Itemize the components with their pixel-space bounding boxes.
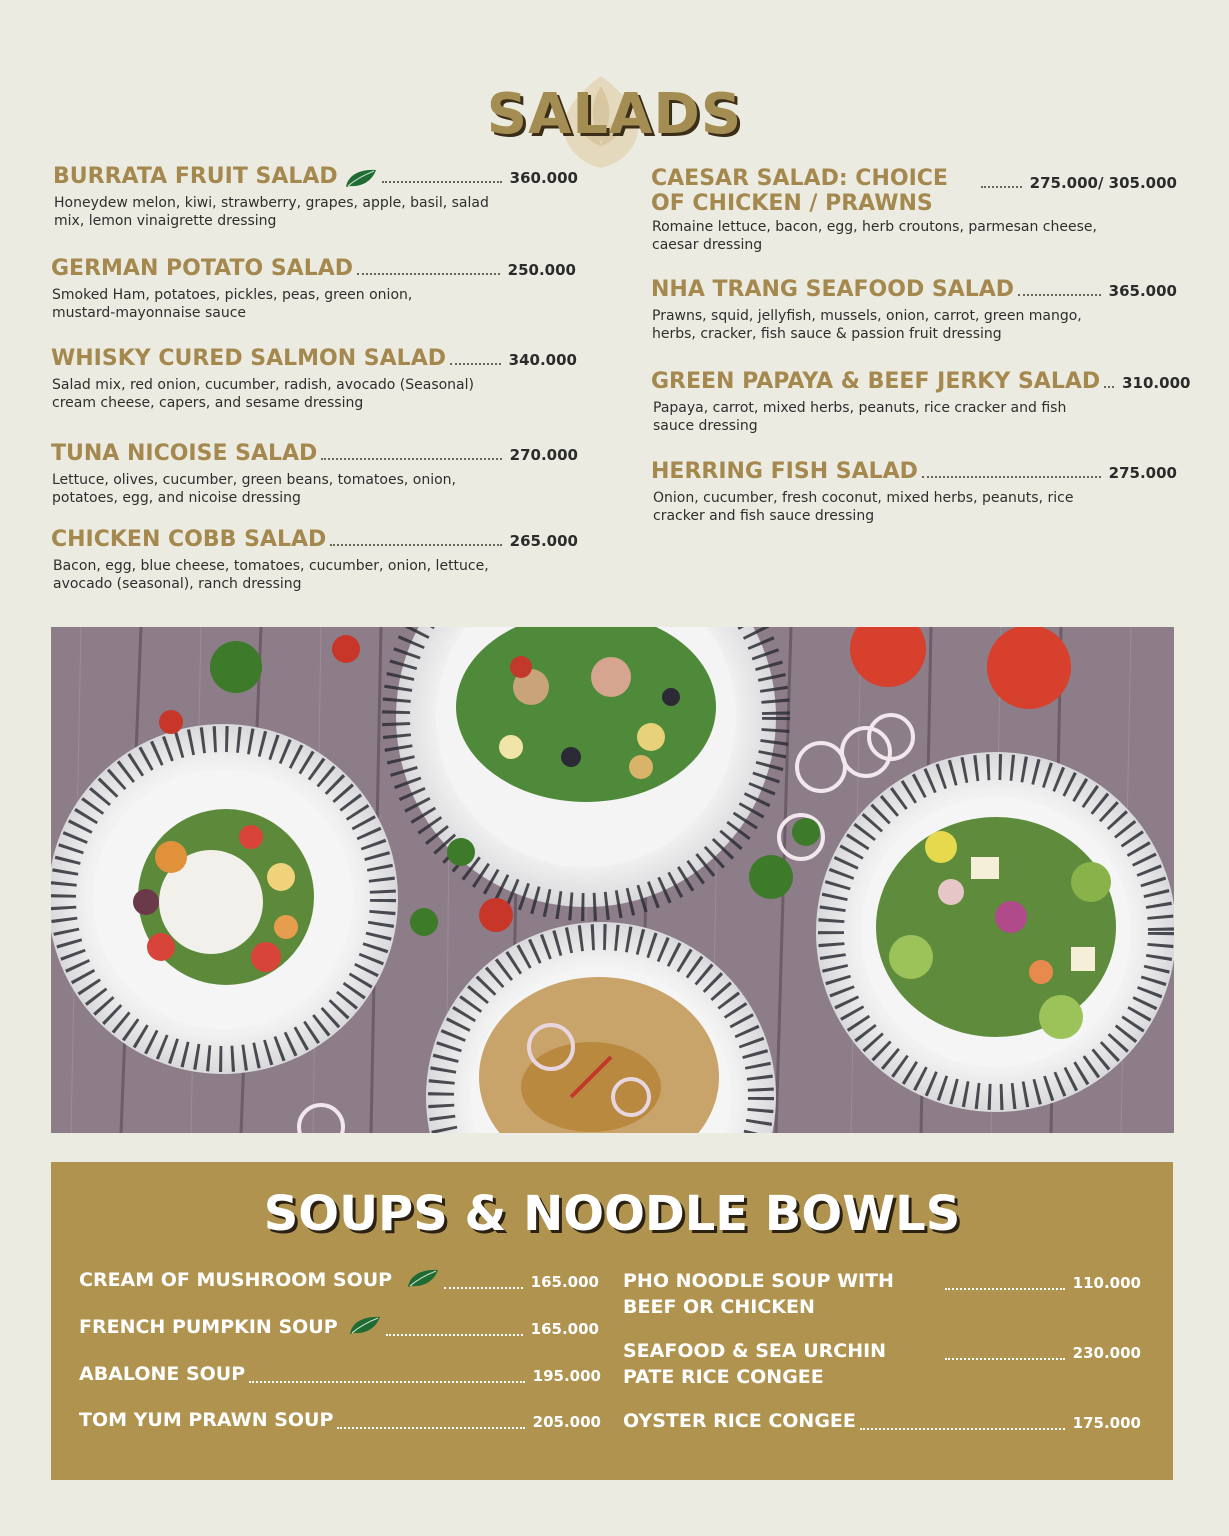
soup-item xyxy=(623,1268,1141,1320)
salad-item xyxy=(51,256,576,322)
soup-item xyxy=(79,1361,601,1391)
salad-name: NHA TRANG SEAFOOD SALAD xyxy=(651,277,1015,302)
salad-item xyxy=(651,166,1177,254)
leader-dots xyxy=(1018,294,1101,296)
leader-dots xyxy=(450,363,501,365)
salad-item xyxy=(651,277,1177,343)
salad-price: 340.000 xyxy=(508,351,577,369)
soup-name: PHO NOODLE SOUP WITH BEEF OR CHICKEN xyxy=(623,1270,894,1318)
salad-name: BURRATA FRUIT SALAD xyxy=(53,164,338,189)
soup-price: 165.000 xyxy=(530,1273,599,1291)
salad-name: GREEN PAPAYA & BEEF JERKY SALAD xyxy=(651,369,1101,394)
salad-description: Lettuce, olives, cucumber, green beans, tomatoes, onion, potatoes, egg, and nicoise dressing xyxy=(52,472,456,506)
soup-name: CREAM OF MUSHROOM SOUP xyxy=(79,1269,393,1291)
salad-price: 275.000/ 305.000 xyxy=(1029,174,1177,192)
soups-panel xyxy=(51,1162,1173,1480)
salad-name: CHICKEN COBB SALAD xyxy=(51,527,327,552)
salad-description: Papaya, carrot, mixed herbs, peanuts, rice cracker and fish sauce dressing xyxy=(653,400,1067,434)
leader-dots xyxy=(357,273,500,275)
leader-dots xyxy=(382,181,502,183)
leader-dots xyxy=(922,476,1101,478)
soup-name: OYSTER RICE CONGEE xyxy=(623,1410,856,1432)
leader-dots xyxy=(945,1338,1065,1360)
salad-item xyxy=(53,164,578,230)
soup-price: 230.000 xyxy=(1072,1344,1141,1362)
salads-photo xyxy=(51,627,1174,1133)
leader-dots xyxy=(981,186,1022,188)
soup-price: 175.000 xyxy=(1072,1414,1141,1432)
leader-dots xyxy=(860,1408,1065,1430)
salad-price: 265.000 xyxy=(509,532,578,550)
soup-name: FRENCH PUMPKIN SOUP xyxy=(79,1316,338,1338)
soup-name: ABALONE SOUP xyxy=(79,1363,246,1385)
salad-description: Salad mix, red onion, cucumber, radish, avocado (Seasonal) cream cheese, capers, and sesame dressing xyxy=(52,377,474,411)
leader-dots xyxy=(337,1407,524,1429)
salads-title: SALADS xyxy=(486,82,743,147)
salad-description: Bacon, egg, blue cheese, tomatoes, cucumber, onion, lettuce, avocado (seasonal), ranch dressing xyxy=(53,558,489,592)
salad-description: Smoked Ham, potatoes, pickles, peas, green onion, mustard-mayonnaise sauce xyxy=(52,287,413,321)
salad-name: GERMAN POTATO SALAD xyxy=(51,256,354,281)
salad-name: WHISKY CURED SALMON SALAD xyxy=(51,346,446,371)
salad-item xyxy=(651,459,1177,525)
salad-item xyxy=(51,441,578,507)
salad-price: 360.000 xyxy=(509,169,578,187)
salad-name: TUNA NICOISE SALAD xyxy=(51,441,318,466)
soup-price: 110.000 xyxy=(1072,1274,1141,1292)
leader-dots xyxy=(1104,386,1114,388)
soup-name: SEAFOOD & SEA URCHIN PATE RICE CONGEE xyxy=(623,1340,887,1388)
salad-item xyxy=(51,346,577,412)
leader-dots xyxy=(249,1361,525,1383)
salad-name: HERRING FISH SALAD xyxy=(651,459,918,484)
leader-dots xyxy=(945,1268,1065,1290)
soup-item xyxy=(623,1338,1141,1390)
leader-dots xyxy=(444,1267,523,1289)
soup-item xyxy=(623,1408,1141,1438)
soup-price: 205.000 xyxy=(532,1413,601,1431)
salad-price: 365.000 xyxy=(1108,282,1177,300)
salad-price: 275.000 xyxy=(1108,464,1177,482)
salad-item xyxy=(651,369,1191,435)
leader-dots xyxy=(386,1314,523,1336)
salad-description: Honeydew melon, kiwi, strawberry, grapes, apple, basil, salad mix, lemon vinaigrette dressing xyxy=(54,195,489,229)
soup-price: 165.000 xyxy=(530,1320,599,1338)
salad-price: 250.000 xyxy=(507,261,576,279)
leaf-icon xyxy=(406,1267,440,1289)
salad-price: 310.000 xyxy=(1122,374,1191,392)
salad-item xyxy=(51,527,578,593)
leaf-icon xyxy=(348,1314,382,1336)
salad-name: CAESAR SALAD: CHOICE OF CHICKEN / PRAWNS xyxy=(651,166,948,216)
salad-description: Romaine lettuce, bacon, egg, herb croutons, parmesan cheese, caesar dressing xyxy=(652,219,1097,253)
soup-price: 195.000 xyxy=(532,1367,601,1385)
soup-item xyxy=(79,1314,599,1344)
leaf-icon xyxy=(344,167,378,189)
soup-name: TOM YUM PRAWN SOUP xyxy=(79,1409,334,1431)
soup-item xyxy=(79,1267,599,1297)
salad-description: Onion, cucumber, fresh coconut, mixed herbs, peanuts, rice cracker and fish sauce dressing xyxy=(653,490,1074,524)
soup-item xyxy=(79,1407,601,1437)
leader-dots xyxy=(321,458,501,460)
salad-description: Prawns, squid, jellyfish, mussels, onion, carrot, green mango, herbs, cracker, fish sauce & passion fruit dressing xyxy=(652,308,1082,342)
soups-title: SOUPS & NOODLE BOWLS xyxy=(263,1186,961,1242)
leader-dots xyxy=(330,544,501,546)
salad-price: 270.000 xyxy=(509,446,578,464)
